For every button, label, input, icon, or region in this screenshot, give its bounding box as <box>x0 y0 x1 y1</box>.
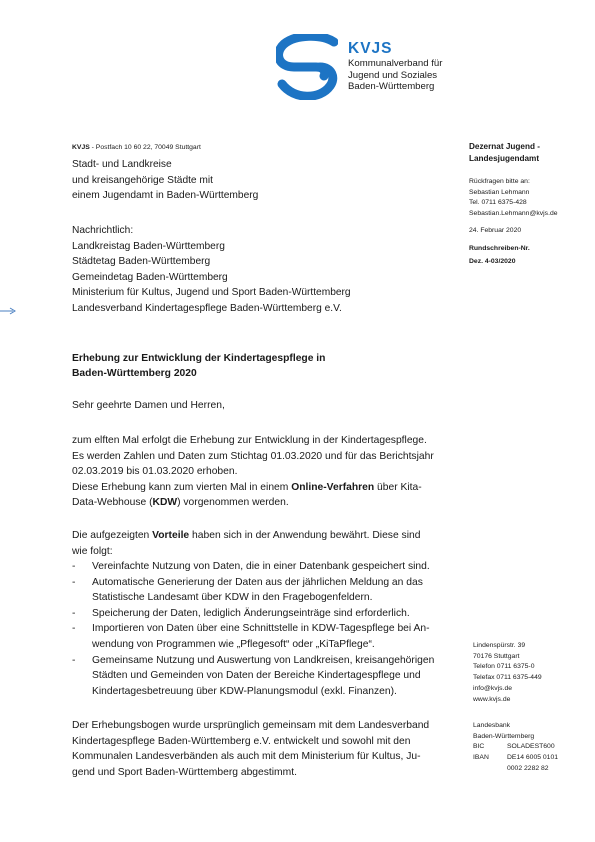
text-run: über Kita- <box>374 481 422 493</box>
list-item <box>72 606 457 622</box>
cc-item: Ministerium für Kultus, Jugend und Sport Baden-Württemberg <box>72 287 351 298</box>
subject-line: Baden-Württemberg 2020 <box>72 368 197 379</box>
list-dash: - <box>72 561 76 572</box>
letter-date: 24. Februar 2020 <box>469 226 522 234</box>
contact-email: Sebastian.Lehmann@kvjs.de <box>469 210 558 218</box>
text-line: Gemeinsame Nutzung und Auswertung von Landkreisen, kreisangehörigen <box>92 654 435 666</box>
contact-phone: Tel. 0711 6375-428 <box>469 199 527 207</box>
contact-fax: Telefax 0711 6375-449 <box>473 674 542 682</box>
sender-address: - Postfach 10 60 22, 70049 Stuttgart <box>89 144 201 151</box>
list-dash: - <box>72 623 76 635</box>
cc-item: Städtetag Baden-Württemberg <box>72 256 211 267</box>
text-line: Kindertagesbetreuung über KDW-Planungsmodul (exkl. Finanzen). <box>92 685 397 697</box>
sender-line <box>72 144 201 151</box>
circular-label: Rundschreiben-Nr. <box>469 244 530 252</box>
text-line: Importieren von Daten über eine Schnittstelle in KDW-Tagespflege bei An- <box>92 623 430 635</box>
contact-phone: Telefon 0711 6375-0 <box>473 663 535 671</box>
bank-iban-row <box>473 764 558 775</box>
list-item <box>72 559 457 575</box>
recipient-address <box>72 157 258 204</box>
text-run: Data-Webhouse ( <box>72 497 153 509</box>
recipient-line: Stadt- und Landkreise <box>72 159 172 170</box>
text-line: Vereinfachte Nutzung von Daten, die in einer Datenbank gespeichert sind. <box>92 561 430 572</box>
bank-iban-row <box>473 753 558 764</box>
text-line <box>72 528 452 544</box>
salutation: Sehr geehrte Damen und Herren, <box>72 400 225 411</box>
bank-name: Baden-Württemberg <box>473 732 535 740</box>
paragraph-history <box>72 718 452 780</box>
text-run-bold: Online-Verfahren <box>291 481 375 493</box>
cc-label: Nachrichtlich: <box>72 225 134 236</box>
contact-city: 70176 Stuttgart <box>473 652 520 660</box>
iban-indent <box>473 764 507 775</box>
list-item <box>72 653 457 700</box>
kvjs-logo-icon <box>276 34 338 100</box>
text-line: Statistische Landesamt über KDW in den Fragebogenfeldern. <box>92 592 373 604</box>
text-line: Städten und Gemeinden von Daten der Bereiche Kindertagespflege und <box>92 670 421 682</box>
contact-email: info@kvjs.de <box>473 684 513 692</box>
list-dash: - <box>72 576 76 588</box>
paragraph-advantages <box>72 528 452 559</box>
cc-item: Landesverband Kindertagespflege Baden-Württemberg e.V. <box>72 302 342 314</box>
department-title: Landesjugendamt <box>469 154 540 163</box>
brand-tagline <box>348 58 442 93</box>
cc-item: Landkreistag Baden-Württemberg <box>72 240 225 252</box>
department-title: Dezernat Jugend - <box>469 142 540 151</box>
text-run: ) vorgenommen werden. <box>177 497 289 509</box>
cc-item: Gemeindetag Baden-Württemberg <box>72 271 228 283</box>
text-line: Kindertagespflege Baden-Württemberg e.V. entwickelt und sowohl mit den <box>72 735 411 747</box>
text-run: Die aufgezeigten <box>72 530 153 541</box>
cc-block <box>72 223 351 316</box>
letter-subject <box>72 351 325 381</box>
text-run: Diese Erhebung kann zum vierten Mal in einem <box>72 481 292 493</box>
bank-details <box>473 721 558 775</box>
sender-org: KVJS <box>72 144 90 151</box>
recipient-line: einem Jugendamt in Baden-Württemberg <box>72 190 259 201</box>
letter-info-column <box>469 141 591 268</box>
text-line: Kommunalen Landesverbänden als auch mit dem Ministerium für Kultus, Ju- <box>72 751 421 763</box>
circular-number: Dez. 4-03/2020 <box>469 258 516 266</box>
contact-street: Lindenspürstr. 39 <box>473 642 526 649</box>
text-line: Der Erhebungsbogen wurde ursprünglich gemeinsam mit dem Landesverband <box>72 720 430 731</box>
brand-line: Kommunalverband für <box>348 58 443 69</box>
list-item <box>72 575 457 606</box>
subject-line: Erhebung zur Entwicklung der Kindertagespflege in <box>72 353 326 364</box>
inquiries-label: Rückfragen bitte an: <box>469 178 530 185</box>
bank-bic-row <box>473 742 558 753</box>
bank-name: Landesbank <box>473 722 511 729</box>
contact-name: Sebastian Lehmann <box>469 188 530 196</box>
bic-label: BIC <box>473 743 485 751</box>
iban-value: DE14 6005 0101 <box>507 754 559 762</box>
list-item <box>72 621 457 652</box>
text-line <box>72 480 452 496</box>
list-dash: - <box>72 654 76 666</box>
contact-web: www.kvjs.de <box>473 695 511 703</box>
paragraph-intro <box>72 433 452 511</box>
text-line: zum elften Mal erfolgt die Erhebung zur Entwicklung in der Kindertagespflege. <box>72 435 427 446</box>
text-run-bold: KDW <box>152 497 178 509</box>
text-line: Speicherung der Daten, lediglich Änderungseinträge sind erforderlich. <box>92 607 410 619</box>
text-line: gend und Sport Baden-Württemberg abgestimmt. <box>72 766 297 778</box>
brand-name: KVJS <box>348 40 393 57</box>
text-line <box>72 495 452 511</box>
iban-value: 0002 2282 82 <box>507 764 549 772</box>
organization-contact <box>473 641 542 705</box>
text-line: Es werden Zahlen und Daten zum Stichtag 01.03.2020 und für das Berichtsjahr <box>72 450 434 462</box>
text-line: Automatische Generierung der Daten aus der jährlichen Meldung an das <box>92 576 423 588</box>
brand-line: Baden-Württemberg <box>348 81 435 93</box>
recipient-line: und kreisangehörige Städte mit <box>72 174 214 186</box>
advantages-list <box>72 559 457 699</box>
brand-line: Jugend und Soziales <box>348 69 438 81</box>
iban-label: IBAN <box>473 754 489 762</box>
text-line: 02.03.2019 bis 01.03.2020 erhoben. <box>72 466 238 478</box>
bic-value: SOLADEST600 <box>507 743 555 751</box>
text-run-bold: Vorteile <box>152 530 190 541</box>
list-dash: - <box>72 607 76 619</box>
fold-mark-arrow-icon <box>0 306 18 316</box>
text-line: wendung von Programmen wie „Pflegesoft“ oder „KiTaPflege“. <box>92 638 375 650</box>
text-line: wie folgt: <box>72 545 113 557</box>
text-run: haben sich in der Anwendung bewährt. Diese sind <box>189 530 421 541</box>
